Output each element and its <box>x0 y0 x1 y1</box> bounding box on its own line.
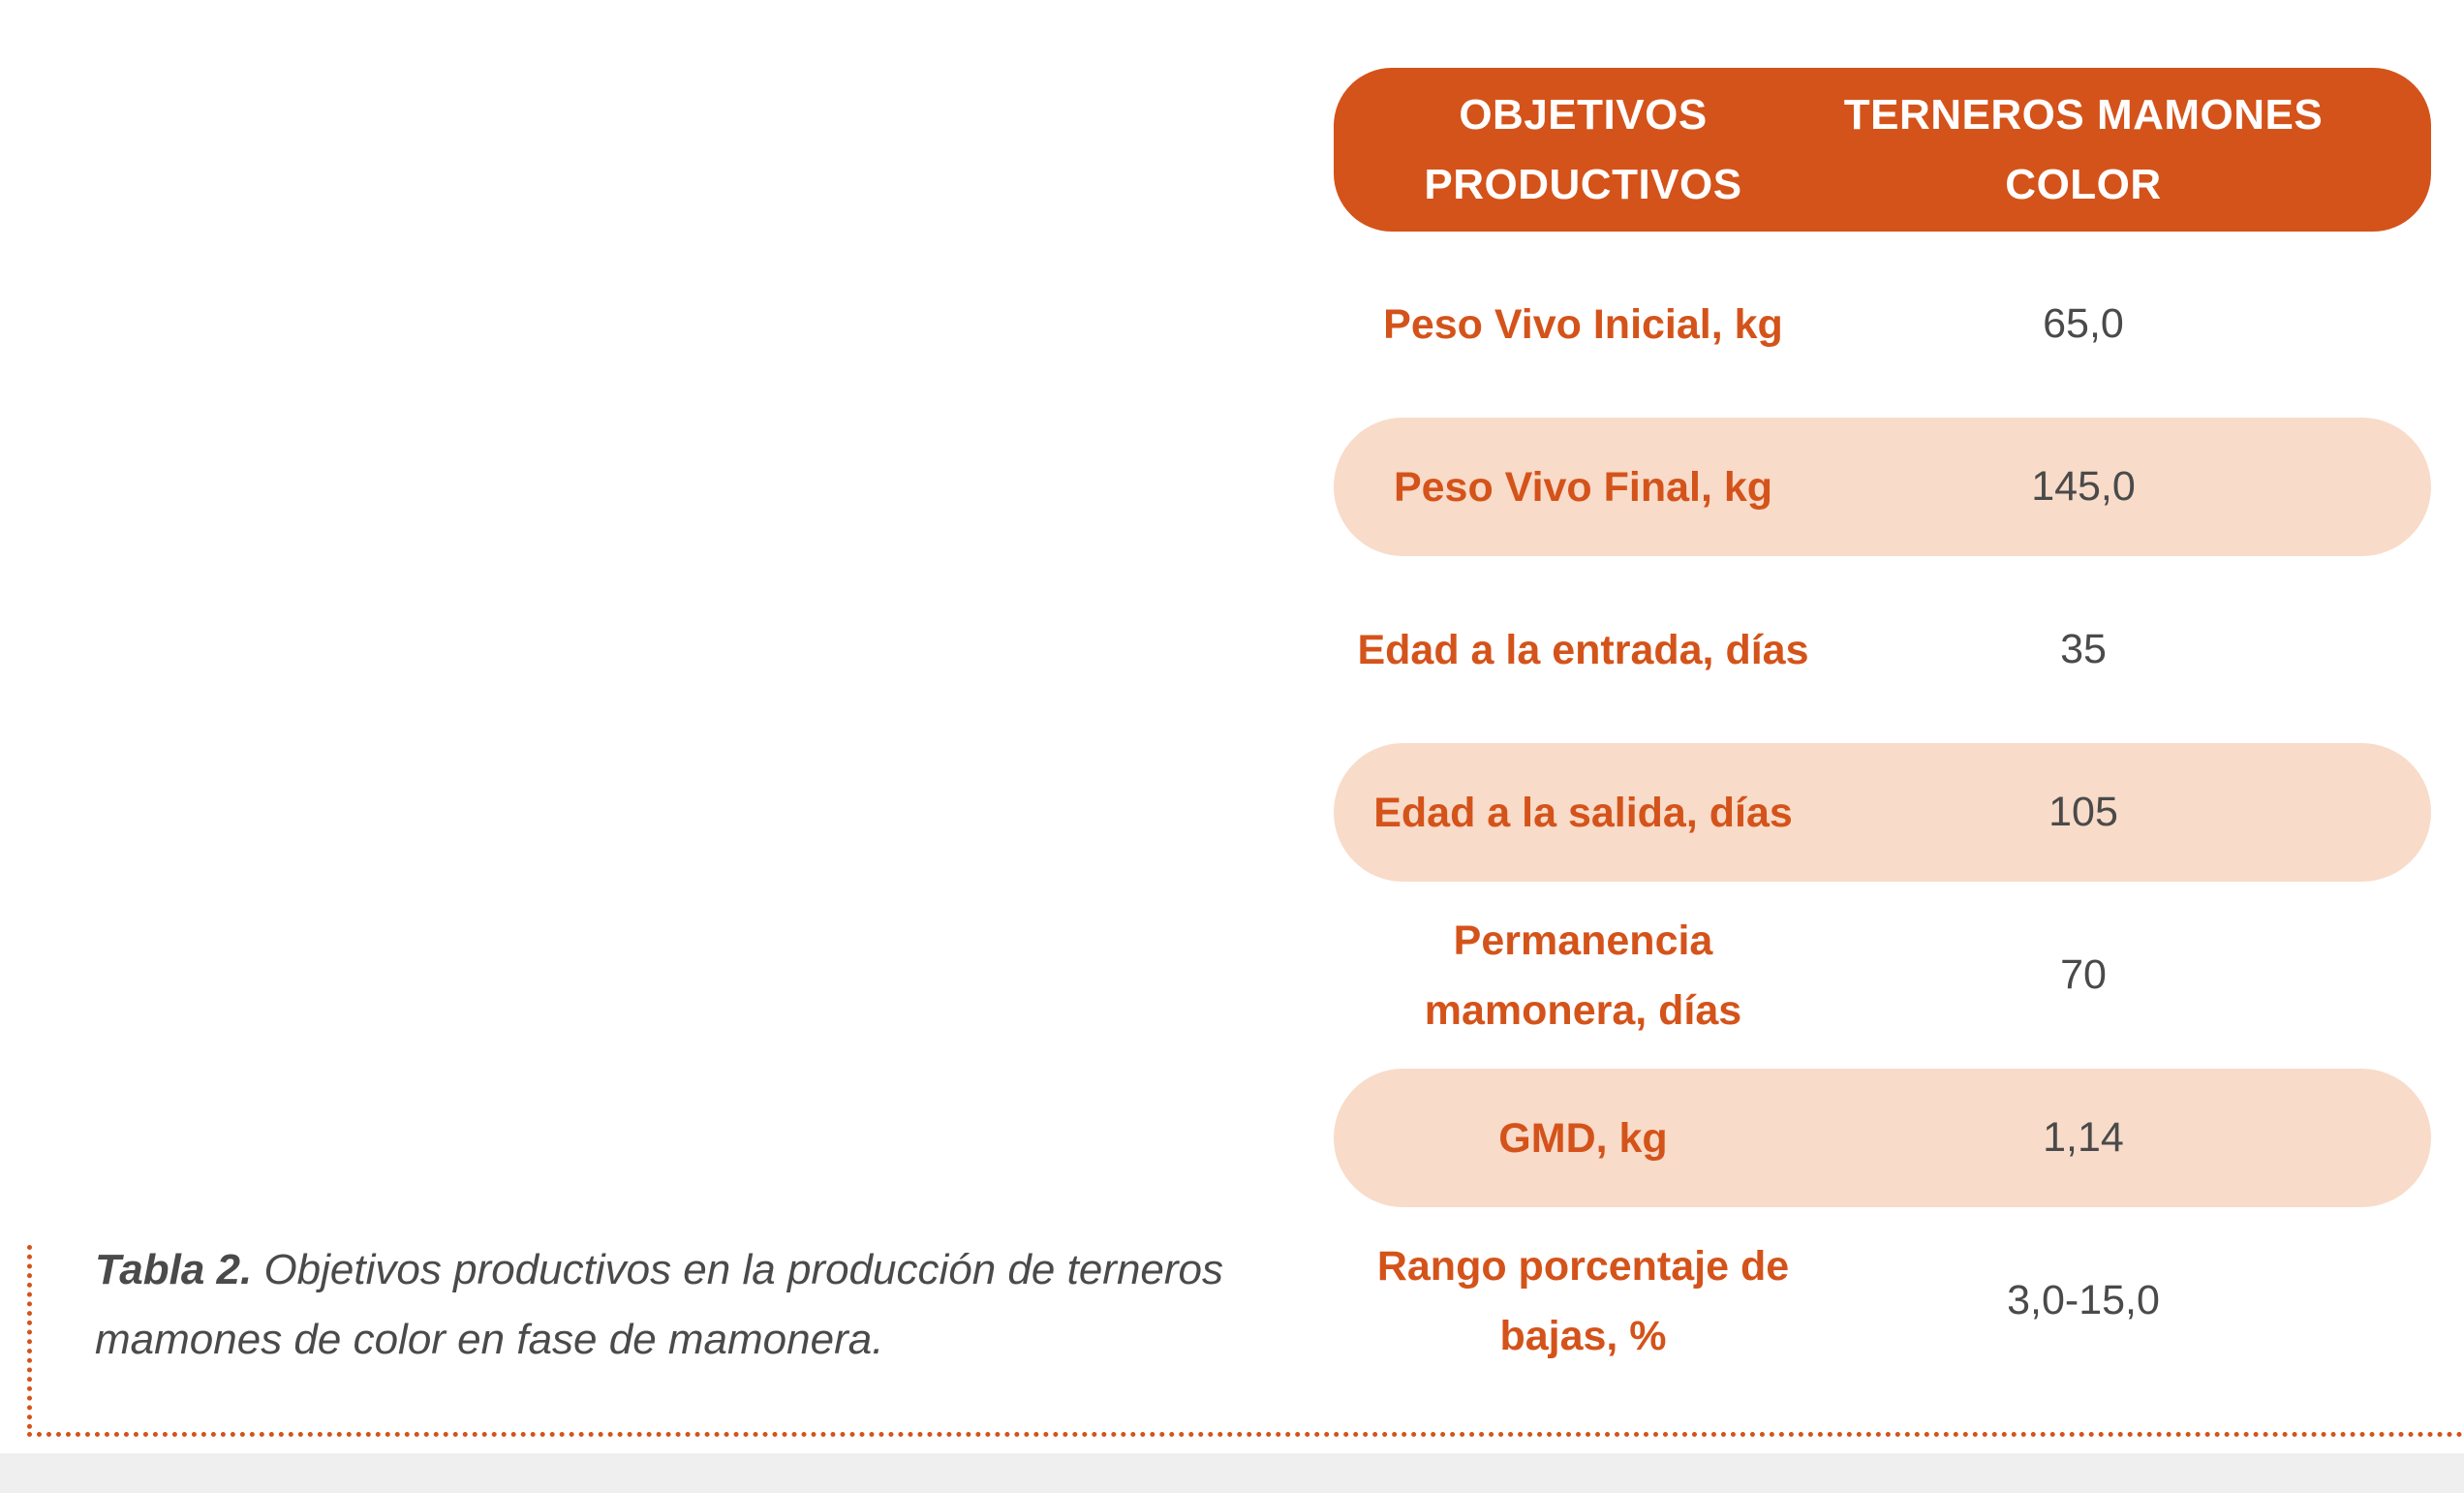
caption-dotted-bar <box>27 1245 32 1429</box>
row-value: 3,0-15,0 <box>2007 1277 2160 1323</box>
row-label: Peso Vivo Final, kg <box>1393 463 1773 511</box>
row-value: 65,0 <box>2043 300 2124 347</box>
row-label: Rango porcentaje de bajas, % <box>1376 1242 1790 1359</box>
bottom-band <box>0 1453 2464 1493</box>
table-row <box>1334 580 2431 719</box>
table-row <box>1334 418 2431 556</box>
row-value: 1,14 <box>2043 1114 2124 1161</box>
row-label: Edad a la entrada, días <box>1357 626 1809 673</box>
row-label: GMD, kg <box>1498 1114 1668 1162</box>
table-header <box>1334 68 2431 232</box>
bottom-dotted-rule <box>27 1432 2464 1437</box>
caption-lead: Tabla 2. <box>95 1246 253 1293</box>
table-caption <box>95 1235 1247 1375</box>
row-label: Edad a la salida, días <box>1373 789 1793 836</box>
row-value: 35 <box>2060 626 2107 672</box>
row-label: Peso Vivo Inicial, kg <box>1383 300 1783 348</box>
row-label: Permanencia mamonera, días <box>1424 917 1742 1034</box>
header-calves: TERNEROS MAMONES COLOR <box>1843 90 2324 208</box>
header-objectives: OBJETIVOS PRODUCTIVOS <box>1424 90 1742 208</box>
row-value: 105 <box>2048 789 2118 835</box>
table-row <box>1334 1069 2431 1207</box>
table-row <box>1334 743 2431 882</box>
row-value: 70 <box>2060 951 2107 998</box>
caption-text: Objetivos productivos en la producción de terneros mamones de color en fase de mamonera. <box>95 1246 1224 1363</box>
table-body <box>1334 255 2431 1370</box>
table-row <box>1334 255 2431 393</box>
table-row <box>1334 906 2431 1044</box>
objectives-table <box>1334 68 2431 1394</box>
row-value: 145,0 <box>2031 463 2136 510</box>
table-row <box>1334 1231 2431 1370</box>
